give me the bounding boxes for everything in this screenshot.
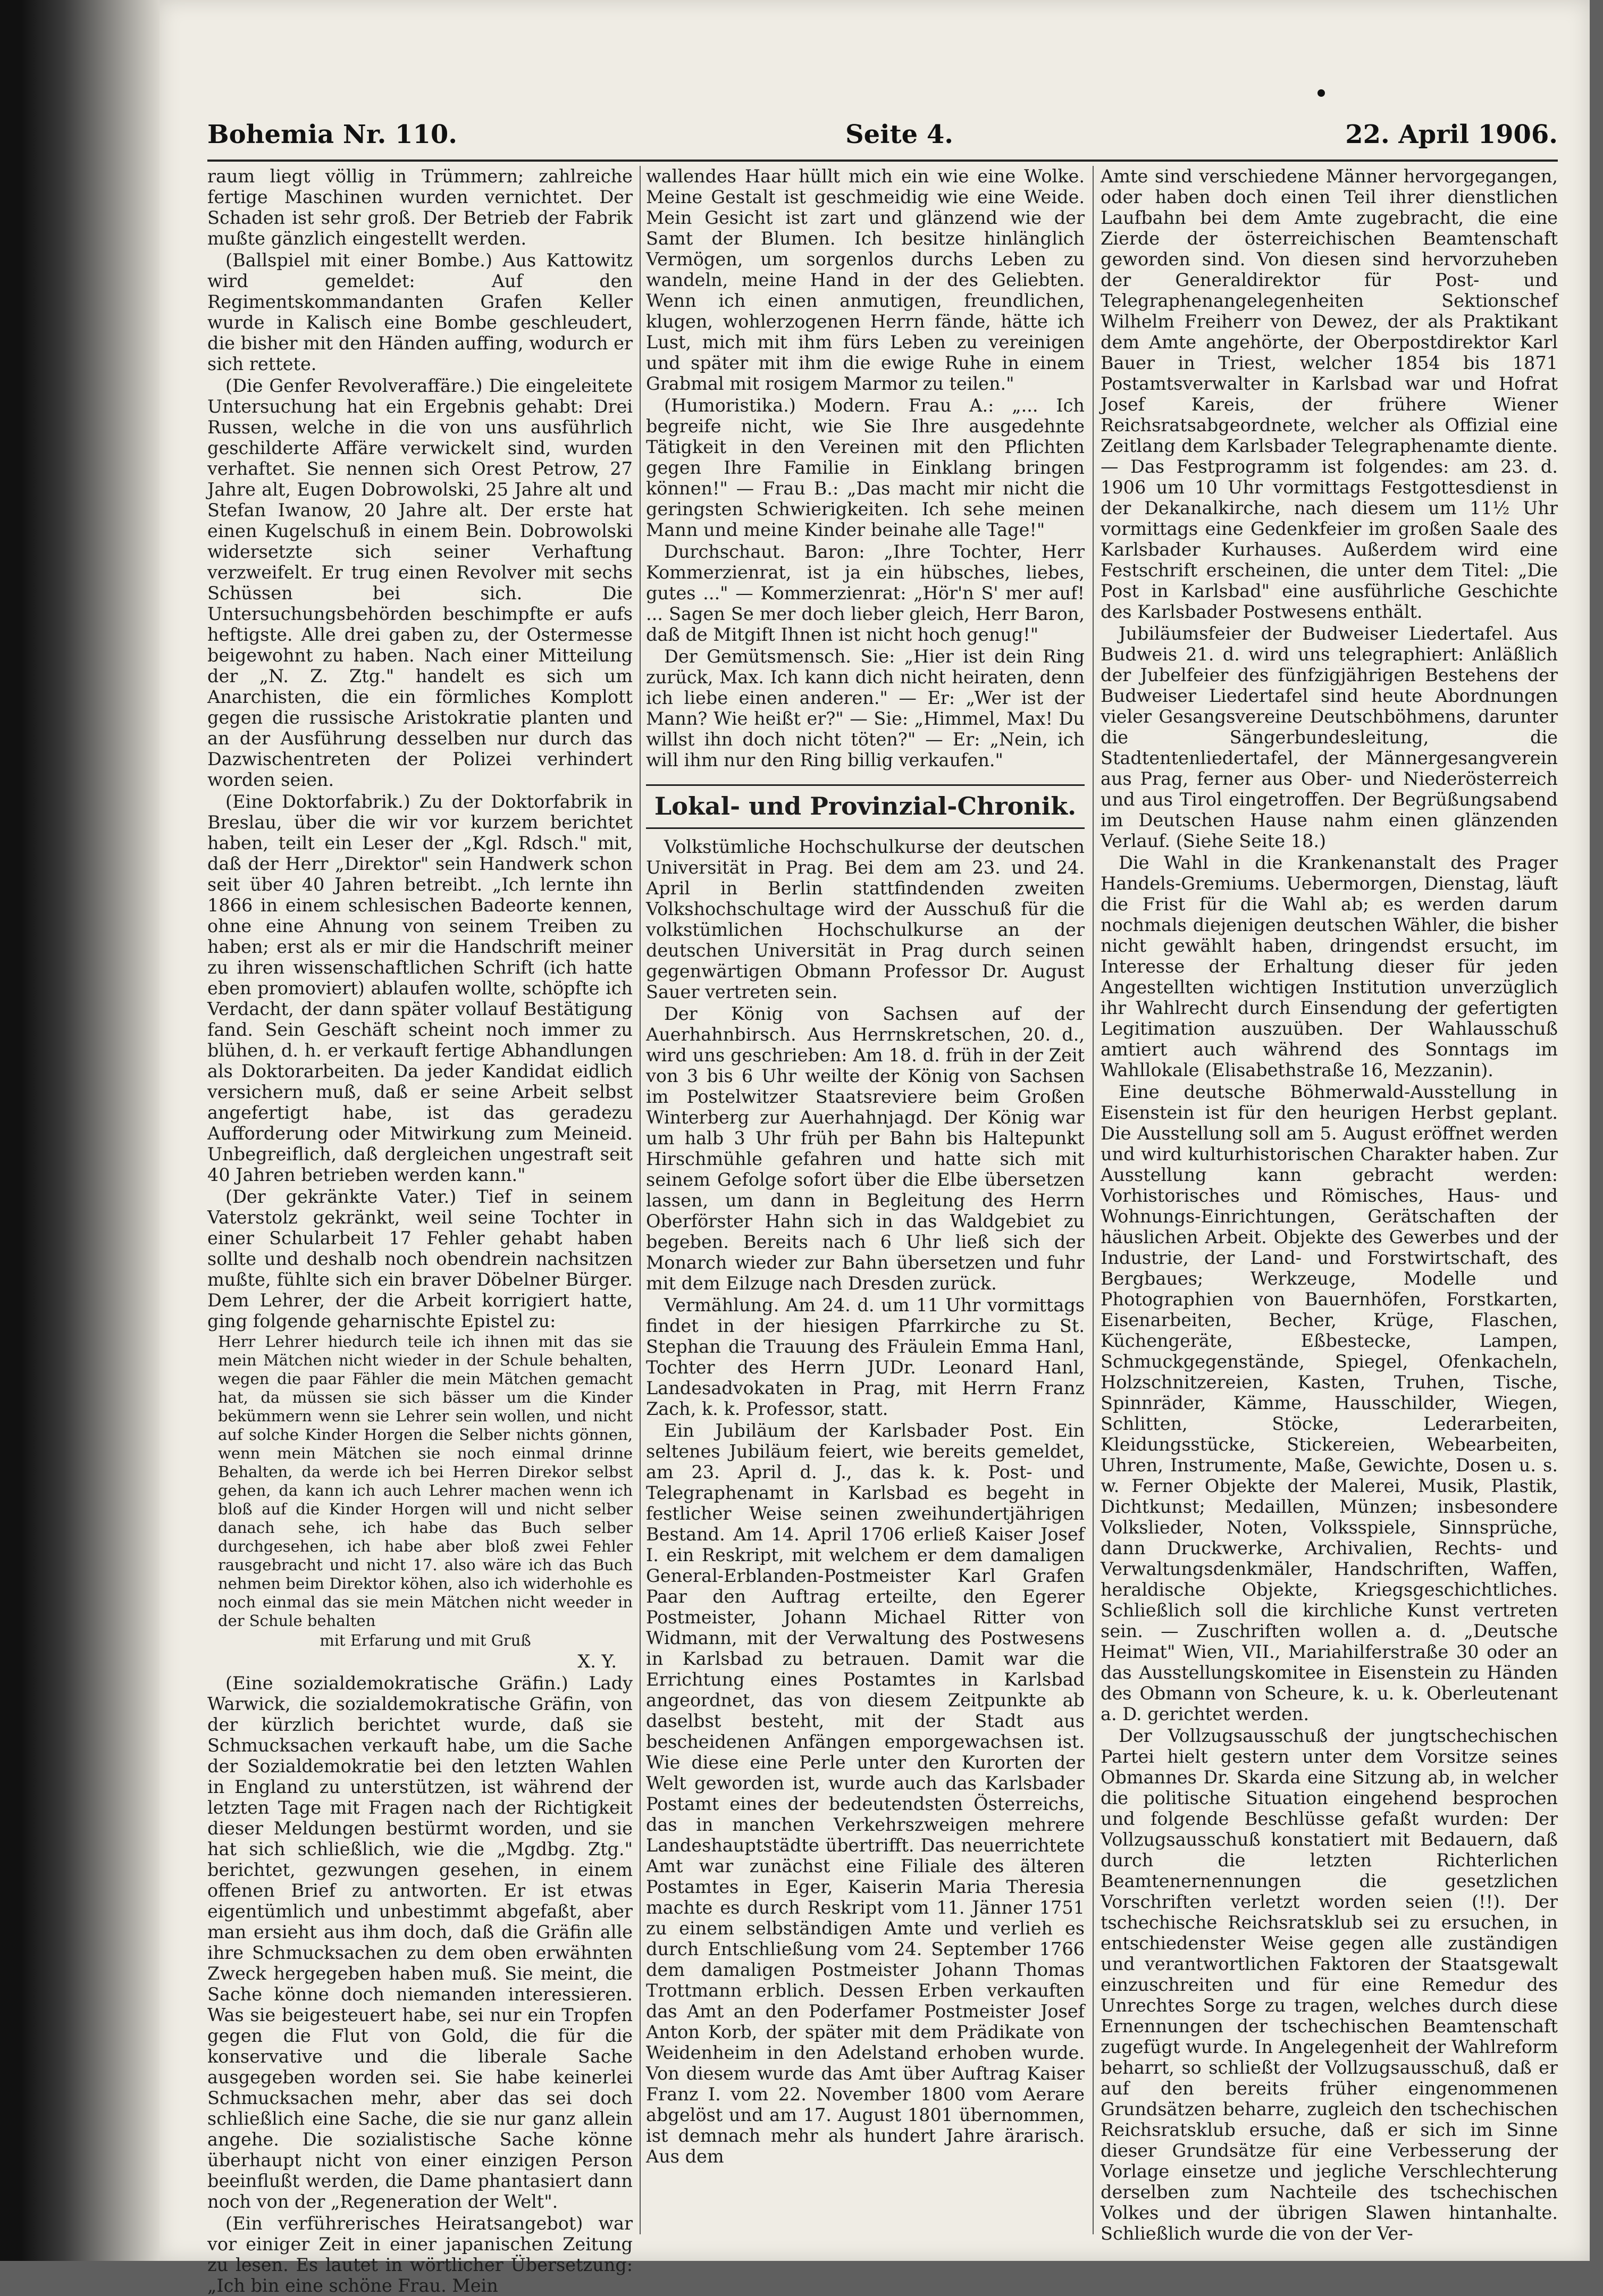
publication-title: Bohemia Nr. 110.: [207, 120, 457, 149]
article-text: (Ein verführerisches Heiratsangebot) war vor einiger Zeit in einer japanischen Zeitung zu lesen. Es lautet in wörtlicher Übersetzung: „Ich bin eine schöne Frau. Mein: [207, 2213, 633, 2296]
article-text: Amte sind verschiedene Männer hervorgegangen, oder haben doch einen Teil ihrer dienstlichen Laufbahn bei dem Amte zugebracht, die eine Zierde der österreichischen Beamtenschaft geworden sind. Von diesen sind hervorzuheben der Generaldirektor für Post- und Telegraphenangelegenheiten Sektionschef Wilhelm Freiherr von Dewez, der als Praktikant dem Amte angehörte, der Oberpostdirektor Karl Bauer in Triest, welcher 1854 bis 1871 Postamtsverwalter in Karlsbad war und Hofrat Josef Kareis, der frühere Wiener Reichsratsabgeordnete, welcher als Offizial eine Zeitlang dem Karlsbader Telegraphenamte diente. — Das Festprogramm ist folgendes: am 23. d. 1906 um 10 Uhr vormittags Festgottesdienst in der Dekanalkirche, nach diesem um 11½ Uhr vormittags eine Gedenkfeier im großen Saale des Karlsbader Kurhauses. Außerdem wird eine Festschrift erscheinen, die unter dem Titel: „Die Post in Karlsbad" eine ausführliche Geschichte des Karlsbader Postwesens enthält.: [1101, 166, 1558, 622]
scan-border: [0, 0, 160, 2261]
article-text: Jubiläumsfeier der Budweiser Liedertafel. Aus Budweis 21. d. wird uns telegraphiert: Anläßlich der Jubelfeier des fünfzigjährigen Bestehens der Budweiser Liedertafel sind heute Abordnungen vieler Gesangsvereine Deutschböhmens, darunter die Sängerbundesleitung, die Stadtentenliedertafel, der Männergesangverein aus Prag, ferner aus Ober- und Niederösterreich und aus Tirol eingetroffen. Der Begrüßungsabend im Deutschen Hause nahm einen glänzenden Verlauf. (Siehe Seite 18.): [1101, 623, 1558, 851]
article-text: Eine deutsche Böhmerwald-Ausstellung in Eisenstein ist für den heurigen Herbst geplant. Die Ausstellung soll am 5. August eröffnet werden und wird kulturhistorischen Charakter haben. Zur Ausstellung kann gebracht werden: Vorhistorisches und Römisches, Haus- und Wohnungs-Einrichtungen, Gerätschaften der häuslichen Arbeit. Objekte des Gewerbes und der Industrie, der Land- und Forstwirtschaft, des Bergbaues; Werkzeuge, Modelle und Photographien von Bauernhöfen, Forstkarten, Eisenarbeiten, Becher, Krüge, Flaschen, Küchengeräte, Eßbestecke, Lampen, Schmuckgegenstände, Spiegel, Ofenkacheln, Holzschnitzereien, Kasten, Truhen, Tische, Spinnräder, Kämme, Hausschilder, Wiegen, Schlitten, Stöcke, Lederarbeiten, Kleidungsstücke, Stickereien, Webearbeiten, Uhren, Instrumente, Maße, Gewichte, Dosen u. s. w. Ferner Objekte der Malerei, Musik, Plastik, Dichtkunst; Medaillen, Münzen; insbesondere Volkslieder, Noten, Volksspiele, Sinnsprüche, dann Druckwerke, Archivalien, Rechts- und Verwaltungsdenkmäler, Handschriften, Waffen, heraldische Objekte, Kriegsgeschichtliches. Schließlich soll die kirchliche Kunst vertreten sein. — Zuschriften wollen a. d. „Deutsche Heimat" Wien, VII., Mariahilferstraße 30 oder an das Ausstellungskomitee in Eisenstein zu Händen des Obmann von Scheure, k. u. k. Oberleutenant a. D. gerichtet werden.: [1101, 1082, 1558, 1724]
quoted-letter: Herr Lehrer hiedurch teile ich ihnen mit das sie mein Mätchen nicht wieder in der Schule behalten, wegen die paar Fähler die mein Mätchen gemacht hat, da müssen sie sich bässer um die Kinder bekümmern wenn sie Lehrer sein wollen, und nicht auf solche Kinder Horgen die Selber nichts gönnen, wenn mein Mätchen sie noch einmal drinne Behalten, da werde ich bei Herren Direkor selbst gehen, da kann ich auch Lehrer machen wenn ich bloß auf die Kinder Horgen will und nicht selber danach sehe, ich habe das Buch selber durchgesehen, ich habe aber bloß zwei Fehler rausgebracht und nicht 17. also wäre ich das Buch nehmen beim Direktor köhen, also ich widerhohle es noch einmal das sie mein Mätchen nicht weeder in der Schule behalten: [218, 1333, 633, 1630]
page-number: Seite 4.: [845, 120, 953, 149]
column-divider: [640, 166, 641, 2234]
article-text: Durchschaut. Baron: „Ihre Tochter, Herr Kommerzienrat, ist ja ein hübsches, liebes, gutes ..." — Kommerzienrat: „Hör'n S' mer auf! ... Sagen Se mer doch lieber gleich, Herr Baron, daß de Mitgift Ihnen ist nicht hoch genug!": [646, 541, 1085, 645]
column-2: [646, 166, 1085, 2240]
letter-signature: X. Y.: [577, 1651, 617, 1672]
ink-speck: [1317, 89, 1325, 97]
article-text: Der König von Sachsen auf der Auerhahnbirsch. Aus Herrnskretschen, 20. d., wird uns geschrieben: Am 18. d. früh in der Zeit von 3 bis 6 Uhr weilte der König von Sachsen im Postelwitzer Staatsreviere beim Großen Winterberg zur Auerhahnjagd. Der König war um halb 3 Uhr früh per Bahn bis Haltepunkt Hirschmühle gefahren und hatte sich mit seinem Gefolge sofort über die Elbe übersetzen lassen, um dann in Begleitung des Herrn Oberförster Hahn sich in das Waldgebiet zu begeben. Bereits nach 6 Uhr ließ sich der Monarch wieder zur Bahn übersetzen und fuhr mit dem Eilzuge nach Dresden zurück.: [646, 1003, 1085, 1294]
article-text: Vermählung. Am 24. d. um 11 Uhr vormittags findet in der hiesigen Pfarrkirche zu St. Stephan die Trauung des Fräulein Emma Hanl, Tochter des Herrn JUDr. Leonard Hanl, Landesadvokaten in Prag, mit Herrn Franz Zach, k. k. Professor, statt.: [646, 1295, 1085, 1419]
article-text: (Humoristika.) Modern. Frau A.: „... Ich begreife nicht, wie Sie Ihre ausgedehnte Tätigkeit in den Vereinen mit den Pflichten gegen Ihre Familie in Einklang bringen können!" — Frau B.: „Das macht mir nicht die geringsten Schwierigkeiten. Ich sehe meinen Mann und meine Kinder beinahe alle Tage!": [646, 395, 1085, 540]
article-text: (Ballspiel mit einer Bombe.) Aus Kattowitz wird gemeldet: Auf den Regimentskommandanten Grafen Keller wurde in Kalisch eine Bombe geschleudert, die bisher mit den Händen auffing, wodurch er sich rettete.: [207, 250, 633, 374]
article-text: Die Wahl in die Krankenanstalt des Prager Handels-Gremiums. Uebermorgen, Dienstag, läuft die Frist für die Wahl ab; es werden darum nochmals diejenigen deutschen Wähler, die bisher nicht gewählt haben, dringendst ersucht, im Interesse der Erhaltung dieser für jeden Angestellten wichtigen Institution unverzüglich ihr Wahlrecht durch Einsendung der gefertigten Legitimation auszuüben. Der Wahlausschuß amtiert auch während des Sonntags im Wahllokale (Elisabethstraße 16, Mezzanin).: [1101, 852, 1558, 1080]
issue-date: 22. April 1906.: [1345, 120, 1558, 149]
article-text: Der Gemütsmensch. Sie: „Hier ist dein Ring zurück, Max. Ich kann dich nicht heiraten, denn ich liebe einen anderen." — Er: „Wer ist der Mann? Wie heißt er?" — Sie: „Himmel, Max! Du willst ihn doch nicht töten?" — Er: „Nein, ich will ihm nur den Ring billig verkaufen.": [646, 646, 1085, 770]
page-header: [207, 120, 1558, 157]
article-text: Ein Jubiläum der Karlsbader Post. Ein seltenes Jubiläum feiert, wie bereits gemeldet, am 23. April d. J., das k. k. Post- und Telegraphenamt in Karlsbad es begeht in festlicher Weise seinen zweihundertjährigen Bestand. Am 14. April 1706 erließ Kaiser Josef I. ein Reskript, mit welchem er dem damaligen General-Erblanden-Postmeister Karl Grafen Paar den Auftrag erteilte, den Egerer Postmeister, Johann Michael Ritter von Widmann, mit der Verwaltung des Postwesens in Karlsbad zu betrauen. Damit war die Errichtung eines Postamtes in Karlsbad angeordnet, das von diesem Zeitpunkte ab daselbst besteht, mit der Stadt aus bescheidenen Anfängen emporgewachsen ist. Wie diese eine Perle unter den Kurorten der Welt geworden ist, wurde auch das Karlsbader Postamt eines der bedeutendsten Österreichs, das in manchen Verkehrszweigen mehrere Landeshauptstädte übertrifft. Das neuerrichtete Amt war zunächst eine Filiale des älteren Postamtes in Eger, Kaiserin Maria Theresia machte es durch Reskript vom 11. Jänner 1751 zu einem selbständigen Amte und verlieh es durch Entschließung vom 24. September 1766 dem damaligen Postmeister Johann Thomas Trottmann erblich. Dessen Erben verkauften das Amt an den Poderfamer Postmeister Josef Anton Korb, der später mit dem Prädikate von Weidenheim in den Adelstand erhoben wurde. Von diesem wurde das Amt über Auftrag Kaiser Franz I. vom 22. November 1800 vom Aerare abgelöst und am 17. August 1801 übernommen, ist demnach mehr als hundert Jahre ärarisch. Aus dem: [646, 1420, 1085, 2167]
article-text: Volkstümliche Hochschulkurse der deutschen Universität in Prag. Bei dem am 23. und 24. April in Berlin stattfindenden zweiten Volkshochschultage wird der Ausschuß für die volkstümlichen Hochschulkurse an der deutschen Universität in Prag durch seinen gegenwärtigen Obmann Professor Dr. August Sauer vertreten sein.: [646, 836, 1085, 1002]
letter-closing: mit Erfarung und mit Gruß: [320, 1631, 531, 1649]
article-text: (Die Genfer Revolveraffäre.) Die eingeleitete Untersuchung hat ein Ergebnis gehabt: Drei Russen, welche in die von uns ausführlich geschilderte Affäre verwickelt sind, wurden verhaftet. Sie nennen sich Orest Petrow, 27 Jahre alt, Eugen Dobrowolski, 25 Jahre alt und Stefan Iwanow, 20 Jahre alt. Der erste hat einen Kugelschuß in einem Bein. Dobrowolski widersetzte sich seiner Verhaftung verzweifelt. Er trug einen Revolver mit sechs Schüssen bei sich. Die Untersuchungsbehörden beschimpfte er aufs heftigste. Alle drei gaben zu, der Ostermesse beigewohnt zu haben. Nach einer Mitteilung der „N. Z. Ztg." handelt es sich um Anarchisten, die ein förmliches Komplott gegen die russische Aristokratie planten und an der Ausführung desselben nur durch das Dazwischentreten der Polizei verhindert worden seien.: [207, 375, 633, 790]
article-text: (Der gekränkte Vater.) Tief in seinem Vaterstolz gekränkt, weil seine Tochter in einer Schularbeit 17 Fehler gehabt haben sollte und deshalb noch obendrein nachsitzen mußte, fühlte sich ein braver Döbelner Bürger. Dem Lehrer, der die Arbeit korrigiert hatte, ging folgende geharnischte Epistel zu:: [207, 1186, 633, 1331]
column-divider: [1093, 166, 1094, 2234]
article-text: Der Vollzugsausschuß der jungtschechischen Partei hielt gestern unter dem Vorsitze seines Obmannes Dr. Skarda eine Sitzung ab, in welcher die politische Situation eingehend besprochen und folgende Beschlüsse gefaßt wurden: Der Vollzugsausschuß konstatiert mit Bedauern, daß durch die letzten Richterlichen Beamtenernennungen die gesetzlichen Vorschriften verletzt worden seien (!!). Der tschechische Reichsratsklub sei zu ersuchen, in entschiedenster Weise gegen alle zuständigen und verantwortlichen Faktoren der Staatsgewalt einzuschreiten und für eine Remedur des Unrechtes Sorge zu tragen, welches durch diese Ernennungen der tschechischen Beamtenschaft zugefügt wurde. In Angelegenheit der Wahlreform beharrt, so schließt der Vollzugsausschuß, daß er auf den bereits früher eingenommenen Grundsätzen beharre, zugleich den tschechischen Reichsratsklub ersuche, daß er sich im Sinne dieser Grundsätze für eine Verbesserung der Vorlage einsetze und jegliche Verschlechterung derselben zum Nachteile des tschechischen Volkes und der übrigen Slawen hintanhalte. Schließlich wurde die von der Ver-: [1101, 1725, 1558, 2244]
article-text: raum liegt völlig in Trümmern; zahlreiche fertige Maschinen wurden vernichtet. Der Schaden ist sehr groß. Der Betrieb der Fabrik mußte gänzlich eingestellt werden.: [207, 166, 633, 249]
section-heading: Lokal- und Provinzial-Chronik.: [646, 784, 1085, 829]
header-rule: [207, 160, 1558, 162]
article-text: (Eine Doktorfabrik.) Zu der Doktorfabrik in Breslau, über die wir vor kurzem berichtet haben, teilt ein Leser der „Kgl. Rdsch." mit, daß der Herr „Direktor" sein Handwerk schon seit über 40 Jahren betreibt. „Ich lernte ihn 1866 in einem schlesischen Badeorte kennen, ohne eine Ahnung von seinem Treiben zu haben; erst als er mir die Handschrift meiner zu ihren wissenschaftlichen Schrift (ich hatte eben promoviert) ablaufen wollte, schöpfte ich Verdacht, der dann später vollauf Bestätigung fand. Sein Geschäft scheint noch immer zu blühen, d. h. er verkauft fertige Abhandlungen als Doktorarbeiten. Da jeder Kandidat eidlich versichern muß, daß er seine Arbeit selbst angefertigt habe, ist das geradezu Aufforderung oder Mitwirkung zum Meineid. Unbegreiflich, daß dergleichen ungestraft seit 40 Jahren betrieben werden kann.": [207, 791, 633, 1185]
column-1: [207, 166, 633, 2296]
article-text: (Eine sozialdemokratische Gräfin.) Lady Warwick, die sozialdemokratische Gräfin, von der kürzlich berichtet wurde, daß sie Schmucksachen verkauft habe, um die Sache der Sozialdemokratie bei den letzten Wahlen in England zu unterstützen, ist während der letzten Tage mit Fragen nach der Richtigkeit dieser Meldungen bestürmt worden, und sie hat sich schließlich, wie die „Mgdbg. Ztg." berichtet, gezwungen gesehen, in einem offenen Brief zu antworten. Er ist etwas eigentümlich und unbestimmt abgefaßt, aber man ersieht aus ihm doch, daß die Gräfin alle ihre Schmucksachen zu dem oben erwähnten Zweck hergegeben haben muß. Sie meint, die Sache könne doch niemanden interessieren. Was sie beigesteuert habe, sei nur ein Tropfen gegen die Flut von Gold, die für die konservative und die liberale Sache ausgegeben worden sei. Sie habe keinerlei Schmucksachen mehr, aber das sei doch schließlich eine Sache, die sie nur ganz allein angehe. Die sozialistische Sache könne überhaupt nicht von einer einzigen Person beeinflußt werden, die Dame phantasiert dann noch von der „Regeneration der Welt".: [207, 1673, 633, 2212]
column-3: [1101, 166, 1558, 2244]
article-text: wallendes Haar hüllt mich ein wie eine Wolke. Meine Gestalt ist geschmeidig wie eine Weide. Mein Gesicht ist zart und glänzend wie der Samt der Blumen. Ich besitze hinlänglich Vermögen, um sorgenlos durchs Leben zu wandeln, meine Hand in der des Geliebten. Wenn ich einen anmutigen, freundlichen, klugen, wohlerzogenen Herrn fände, hätte ich Lust, mich mit ihm fürs Leben zu vereinigen und später mit ihm die ewige Ruhe in einem Grabmal mit rosigem Marmor zu teilen.": [646, 166, 1085, 394]
